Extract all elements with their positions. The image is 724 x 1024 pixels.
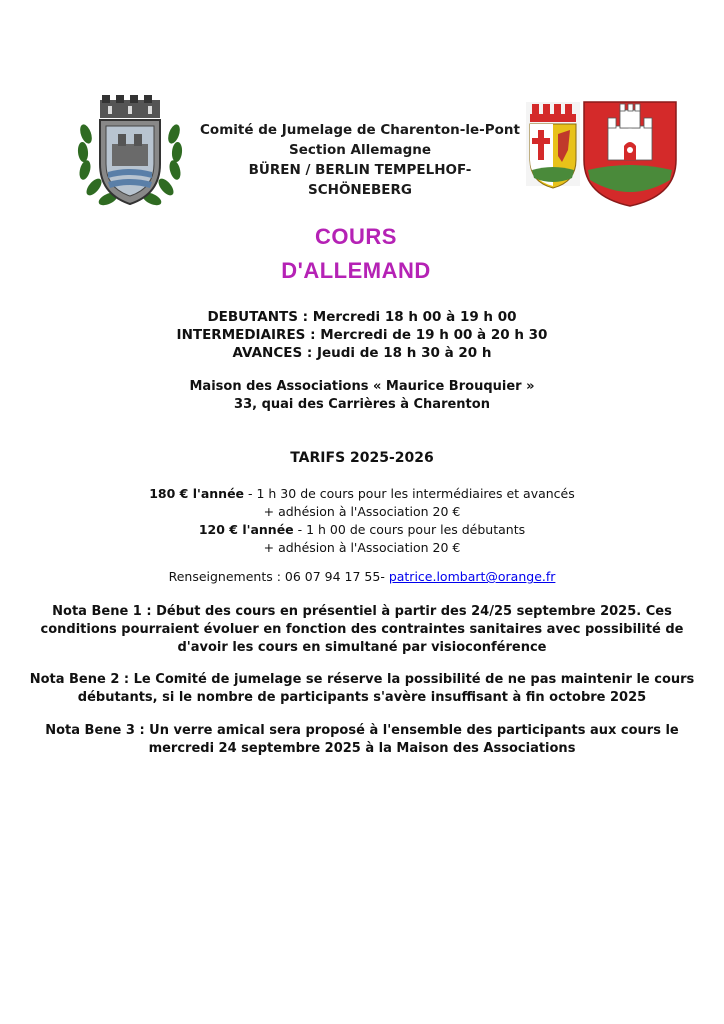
nota-text: Un verre amical sera proposé à l'ensemble des participants aux cours le <box>144 723 679 738</box>
nota-text: Le Comité de jumelage se réserve la possibilité de ne pas maintenir le cours <box>129 672 695 687</box>
nota-label: Nota Bene 3 : <box>45 723 145 738</box>
nota-text: d'avoir les cours en simultané par visioconférence <box>177 640 547 655</box>
tarif-price: 180 € l'année <box>149 486 245 501</box>
schedule-time: Jeudi de 18 h 30 à 20 h <box>312 345 492 361</box>
association-header <box>190 120 530 200</box>
nota-label: Nota Bene 2 : <box>29 672 130 687</box>
schedule-label: DEBUTANTS : <box>207 309 309 325</box>
tempelhof-schoeneberg-coat-of-arms-icon <box>524 100 680 208</box>
tarif-description: - 1 h 00 de cours pour les débutants <box>293 522 526 537</box>
schedule-row-avances <box>0 344 724 362</box>
tarifs-section <box>0 485 724 557</box>
address-section <box>0 378 724 414</box>
schedule-label: AVANCES : <box>232 345 313 361</box>
schedule-label: INTERMEDIAIRES : <box>176 327 316 343</box>
nota-text: mercredi 24 septembre 2025 à la Maison des Associations <box>148 741 576 756</box>
header-line-4: SCHÖNEBERG <box>308 182 412 198</box>
schedule-time: Mercredi 18 h 00 à 19 h 00 <box>308 309 517 325</box>
tarif-adhesion-1: + adhésion à l'Association 20 € <box>263 504 461 519</box>
course-title-line-1: COURS <box>315 224 397 249</box>
header-line-3: BÜREN / BERLIN TEMPELHOF- <box>248 162 472 178</box>
course-title-line-2: D'ALLEMAND <box>281 258 431 283</box>
tarif-price: 120 € l'année <box>198 522 294 537</box>
schedule-section <box>0 308 724 362</box>
schedule-row-intermediaires <box>0 326 724 344</box>
nota-text: conditions pourraient évoluer en fonction des contraintes sanitaires avec possibilité de <box>40 622 684 637</box>
tarif-row-2 <box>0 521 724 539</box>
nota-bene-2 <box>0 671 724 707</box>
address-line-1: Maison des Associations « Maurice Brouquier » <box>189 379 535 394</box>
nota-bene-3 <box>0 722 724 758</box>
schedule-time: Mercredi de 19 h 00 à 20 h 30 <box>315 327 548 343</box>
contact-section <box>0 568 724 586</box>
tarif-adhesion-2: + adhésion à l'Association 20 € <box>263 540 461 555</box>
address-line-2: 33, quai des Carrières à Charenton <box>234 397 490 412</box>
nota-label: Nota Bene 1 : <box>52 604 152 619</box>
tarif-description: - 1 h 30 de cours pour les intermédiaires et avancés <box>244 486 575 501</box>
nota-text: Début des cours en présentiel à partir des 24/25 septembre 2025. Ces <box>151 604 672 619</box>
nota-bene-1 <box>0 603 724 657</box>
header-line-2: Section Allemagne <box>288 142 431 158</box>
contact-email-link[interactable]: patrice.lombart@orange.fr <box>388 569 556 584</box>
tarif-row-1 <box>0 485 724 503</box>
schedule-row-debutants <box>0 308 724 326</box>
nota-text: débutants, si le nombre de participants s'avère insuffisant à fin octobre 2025 <box>77 690 647 705</box>
charenton-coat-of-arms-icon <box>74 94 186 212</box>
contact-phone: Renseignements : 06 07 94 17 55- <box>168 569 389 584</box>
tarifs-title: TARIFS 2025-2026 <box>290 450 434 466</box>
header-line-1: Comité de Jumelage de Charenton-le-Pont <box>200 122 520 138</box>
